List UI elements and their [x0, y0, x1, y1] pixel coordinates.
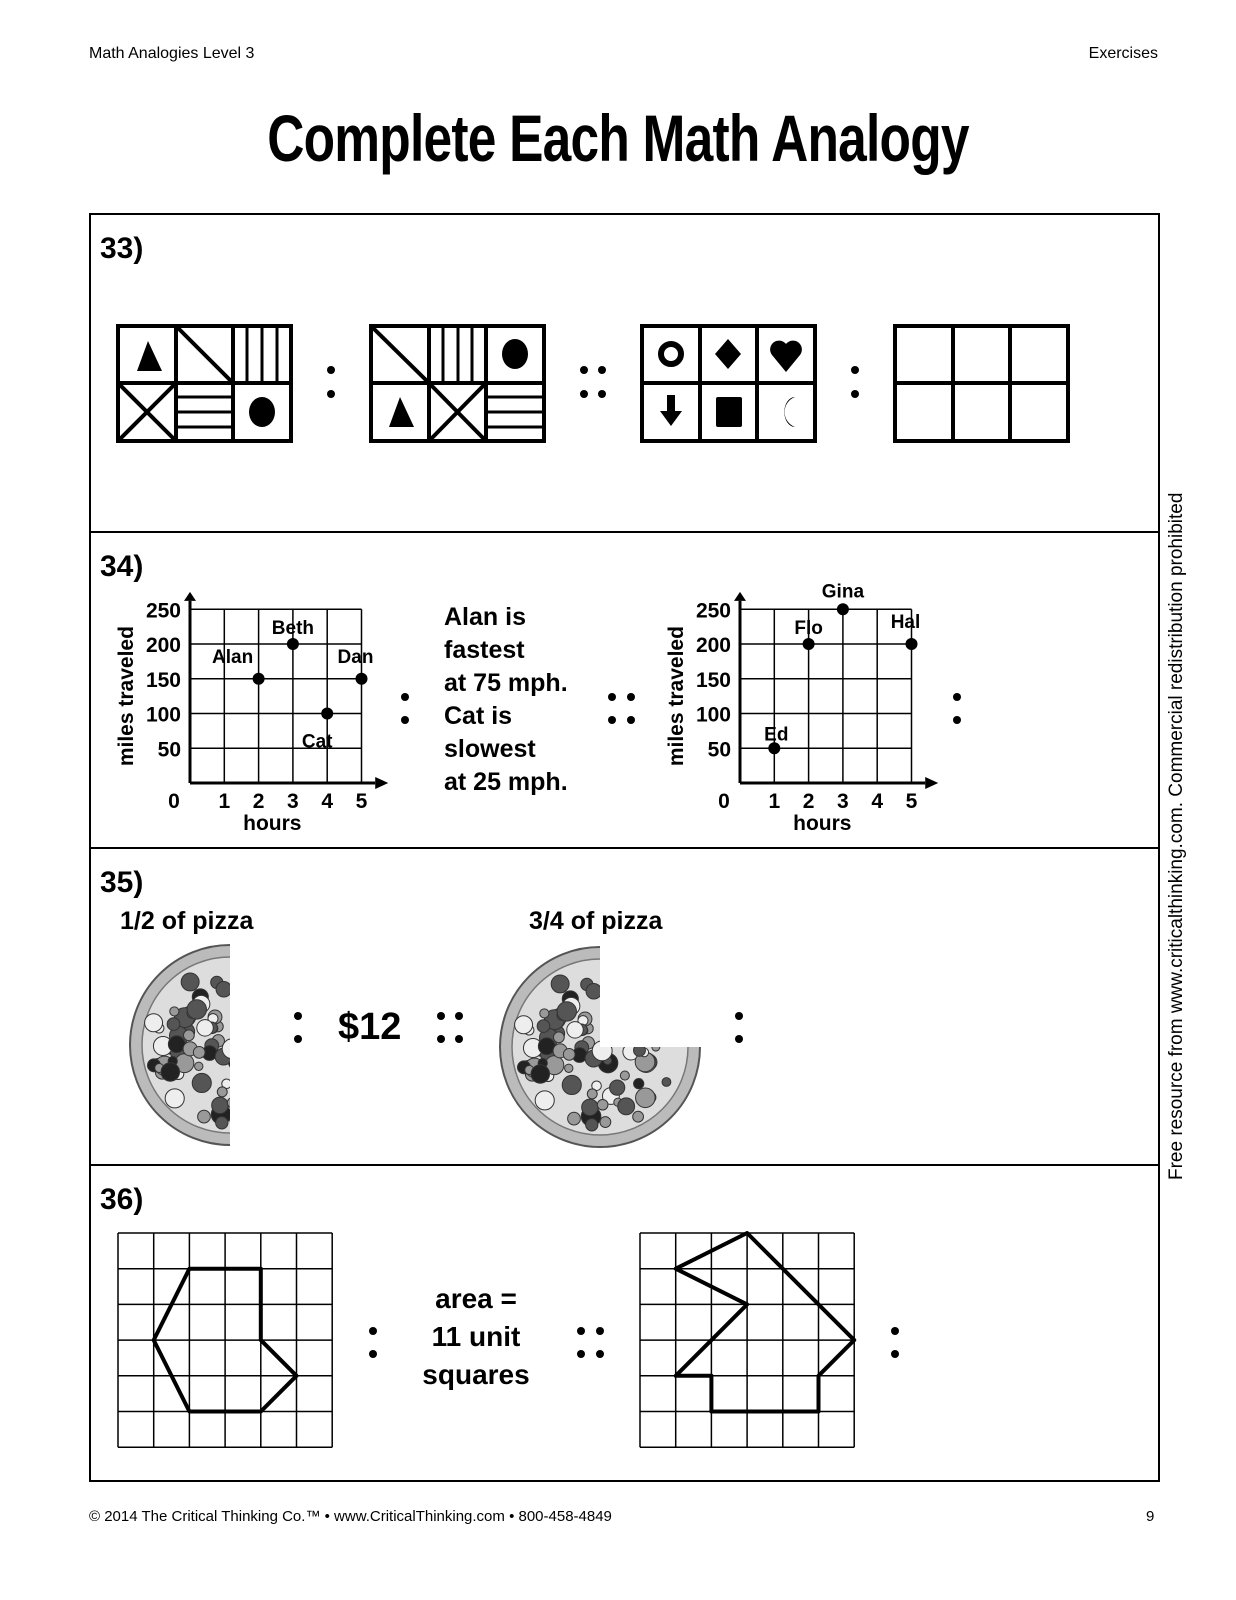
half-pizza-image [130, 945, 330, 1145]
area-statement [396, 1280, 556, 1394]
topping [565, 1064, 573, 1072]
topping [167, 1018, 180, 1031]
y-axis-arrow-icon [184, 592, 196, 601]
topping [634, 1044, 646, 1056]
statement-line: at 75 mph. [444, 669, 568, 697]
data-point [287, 638, 299, 650]
point-label: Dan [337, 646, 374, 668]
point-label: Flo [794, 618, 823, 639]
point-label: Cat [301, 731, 333, 753]
x-tick-label: 3 [287, 790, 299, 813]
statement-line: fastest [444, 636, 525, 664]
topping [227, 1097, 238, 1108]
side-note: Free resource from www.criticalthinking.com. Commercial redistribution prohibited [1166, 492, 1187, 1180]
y-tick-label: 150 [695, 668, 731, 692]
topping [264, 1042, 276, 1054]
data-point [906, 638, 918, 650]
topping [217, 1087, 227, 1097]
topping [603, 1014, 611, 1022]
topping [597, 1099, 608, 1110]
pizza-label-three-quarters: 3/4 of pizza [529, 907, 663, 935]
topping [198, 1110, 211, 1123]
topping [600, 1117, 611, 1128]
y-axis-arrow-icon [734, 592, 746, 601]
point-label: Ed [764, 724, 789, 746]
y-tick-label: 100 [695, 703, 731, 727]
topping [557, 1002, 576, 1021]
topping [263, 1109, 274, 1120]
circle-icon [502, 339, 528, 369]
crescent-icon [784, 397, 795, 427]
data-point [321, 708, 333, 720]
y-tick-label: 100 [145, 703, 181, 727]
origin-label: 0 [718, 790, 730, 813]
topping [610, 1011, 623, 1024]
topping [261, 979, 280, 998]
topping [165, 1089, 184, 1108]
topping [253, 1042, 269, 1058]
x-tick-label: 5 [905, 790, 918, 813]
topping [292, 1076, 301, 1085]
topping [250, 983, 259, 992]
topping [195, 1062, 203, 1070]
y-tick-label: 250 [145, 599, 181, 623]
triangle-icon [389, 397, 414, 427]
price-value: $12 [338, 1006, 402, 1048]
problem-number: 36) [100, 1183, 144, 1216]
statement-line: slowest [444, 735, 536, 763]
topping [655, 1026, 667, 1038]
distance-time-graph [665, 581, 938, 835]
topping [586, 1119, 598, 1131]
topping [265, 1050, 285, 1070]
y-axis-label: miles traveled [665, 626, 688, 767]
y-tick-label: 50 [707, 738, 731, 762]
point-label: Gina [821, 581, 865, 603]
topping [267, 1025, 281, 1039]
topping [537, 1020, 550, 1033]
topping [538, 1038, 555, 1055]
problem-number: 35) [100, 866, 144, 899]
topping [187, 1000, 206, 1019]
topping [241, 991, 252, 1002]
topping [625, 979, 639, 993]
topping [531, 1065, 549, 1083]
topping [183, 1030, 194, 1041]
data-point [837, 603, 849, 615]
topping [270, 1046, 279, 1055]
data-point [253, 673, 265, 685]
topping [647, 1009, 663, 1025]
x-tick-label: 5 [355, 790, 368, 813]
analogy-statement [444, 601, 568, 799]
topping [273, 1090, 281, 1098]
area-grid-a [118, 1233, 332, 1447]
topping [264, 1077, 274, 1087]
point-label: Alan [212, 646, 254, 668]
circle-icon [249, 397, 275, 427]
topping [563, 1048, 575, 1060]
statement-line: Alan is [444, 603, 526, 631]
topping [551, 975, 569, 993]
topping [233, 1054, 241, 1062]
topping [662, 1078, 671, 1087]
polygon-shape [676, 1233, 855, 1412]
problem-number: 33) [100, 232, 144, 265]
statement-line: area = [435, 1283, 517, 1314]
topping [637, 1027, 651, 1041]
topping [233, 1012, 241, 1020]
topping [255, 977, 269, 991]
y-tick-label: 200 [695, 634, 731, 657]
topping [248, 1096, 265, 1113]
topping [266, 1086, 286, 1106]
header-book-title: Math Analogies Level 3 [89, 45, 255, 62]
x-axis-arrow-icon [925, 777, 938, 789]
y-tick-label: 200 [145, 634, 181, 657]
topping [275, 1090, 286, 1101]
topping [193, 1046, 205, 1058]
topping [250, 1069, 259, 1078]
topping [216, 981, 232, 997]
topping [230, 1115, 241, 1126]
topping [168, 1036, 185, 1053]
problem-number: 34) [100, 550, 144, 583]
heart-icon [770, 341, 802, 372]
topping [192, 1073, 211, 1092]
x-tick-label: 4 [871, 790, 884, 813]
x-axis-arrow-icon [375, 777, 388, 789]
topping [222, 1039, 242, 1059]
topping [216, 1117, 228, 1129]
x-axis-label: hours [243, 812, 302, 835]
topping [567, 1022, 583, 1038]
point-label: Hal [890, 612, 921, 633]
y-axis-label: miles traveled [115, 626, 138, 767]
x-tick-label: 1 [218, 790, 231, 813]
point-label: Beth [271, 618, 315, 639]
topping [587, 1089, 597, 1099]
topping [145, 1014, 163, 1032]
topping [620, 1071, 629, 1080]
topping [170, 1007, 179, 1016]
topping [279, 1024, 292, 1037]
topping [659, 1006, 675, 1022]
topping [228, 1051, 248, 1071]
diamond-icon [715, 339, 741, 369]
topping [161, 1063, 179, 1081]
topping [266, 1051, 286, 1071]
topping [212, 1097, 229, 1114]
topping [535, 1091, 554, 1110]
topping [586, 983, 602, 999]
x-tick-label: 2 [252, 790, 265, 813]
footer-copyright: © 2014 The Critical Thinking Co.™ • www.CriticalThinking.com • 800-458-4849 [89, 1508, 612, 1525]
topping [634, 1079, 644, 1089]
pizza-label-half: 1/2 of pizza [120, 907, 254, 935]
topping [636, 1088, 656, 1108]
topping [592, 1041, 612, 1061]
triangle-icon [137, 341, 162, 371]
topping [181, 973, 199, 991]
topping [562, 1075, 581, 1094]
topping [649, 987, 668, 1006]
x-tick-label: 1 [768, 790, 781, 813]
topping [568, 1112, 581, 1125]
topping [232, 1086, 249, 1103]
statement-line: at 25 mph. [444, 768, 568, 796]
topping [642, 1005, 652, 1015]
area-grid-b [640, 1233, 854, 1447]
x-tick-label: 4 [321, 790, 334, 813]
topping [540, 1009, 549, 1018]
topping [553, 1032, 564, 1043]
arrow-down-icon [660, 395, 682, 426]
origin-label: 0 [168, 790, 180, 813]
data-point [803, 638, 815, 650]
x-tick-label: 3 [837, 790, 849, 813]
y-tick-label: 50 [157, 738, 181, 762]
topping [633, 1111, 644, 1122]
topping [620, 985, 629, 994]
topping [631, 981, 650, 1000]
data-point [356, 673, 368, 685]
topping [244, 1096, 252, 1104]
topping [277, 1007, 293, 1023]
distance-time-graph [115, 592, 388, 835]
three-quarter-pizza-image [500, 947, 700, 1147]
topping [611, 993, 622, 1004]
square-icon [716, 397, 742, 427]
topping [610, 1080, 625, 1095]
y-tick-label: 250 [695, 599, 731, 623]
topping [649, 1026, 662, 1039]
topping [515, 1016, 533, 1034]
topping [618, 1098, 635, 1115]
topping [240, 1009, 253, 1022]
topping [260, 1009, 271, 1020]
x-axis-label: hours [793, 812, 852, 835]
topping [272, 1003, 282, 1013]
topping [630, 1011, 641, 1022]
answer-grid-empty [895, 326, 1068, 441]
statement-line: squares [422, 1359, 530, 1390]
topping [197, 1020, 213, 1036]
topping [582, 1099, 599, 1116]
topping [240, 1078, 255, 1093]
topping [285, 1024, 297, 1036]
topping [268, 1058, 280, 1070]
statement-line: 11 unit [431, 1321, 521, 1352]
page-title: Complete Each Math Analogy [267, 101, 969, 175]
header-section: Exercises [1088, 45, 1158, 62]
topping [279, 985, 298, 1004]
topping [271, 1052, 287, 1068]
x-tick-label: 2 [802, 790, 815, 813]
page-number: 9 [1146, 1508, 1155, 1525]
topping [652, 1043, 660, 1051]
topping [282, 1041, 290, 1049]
y-tick-label: 150 [145, 668, 181, 692]
statement-line: Cat is [444, 702, 513, 730]
